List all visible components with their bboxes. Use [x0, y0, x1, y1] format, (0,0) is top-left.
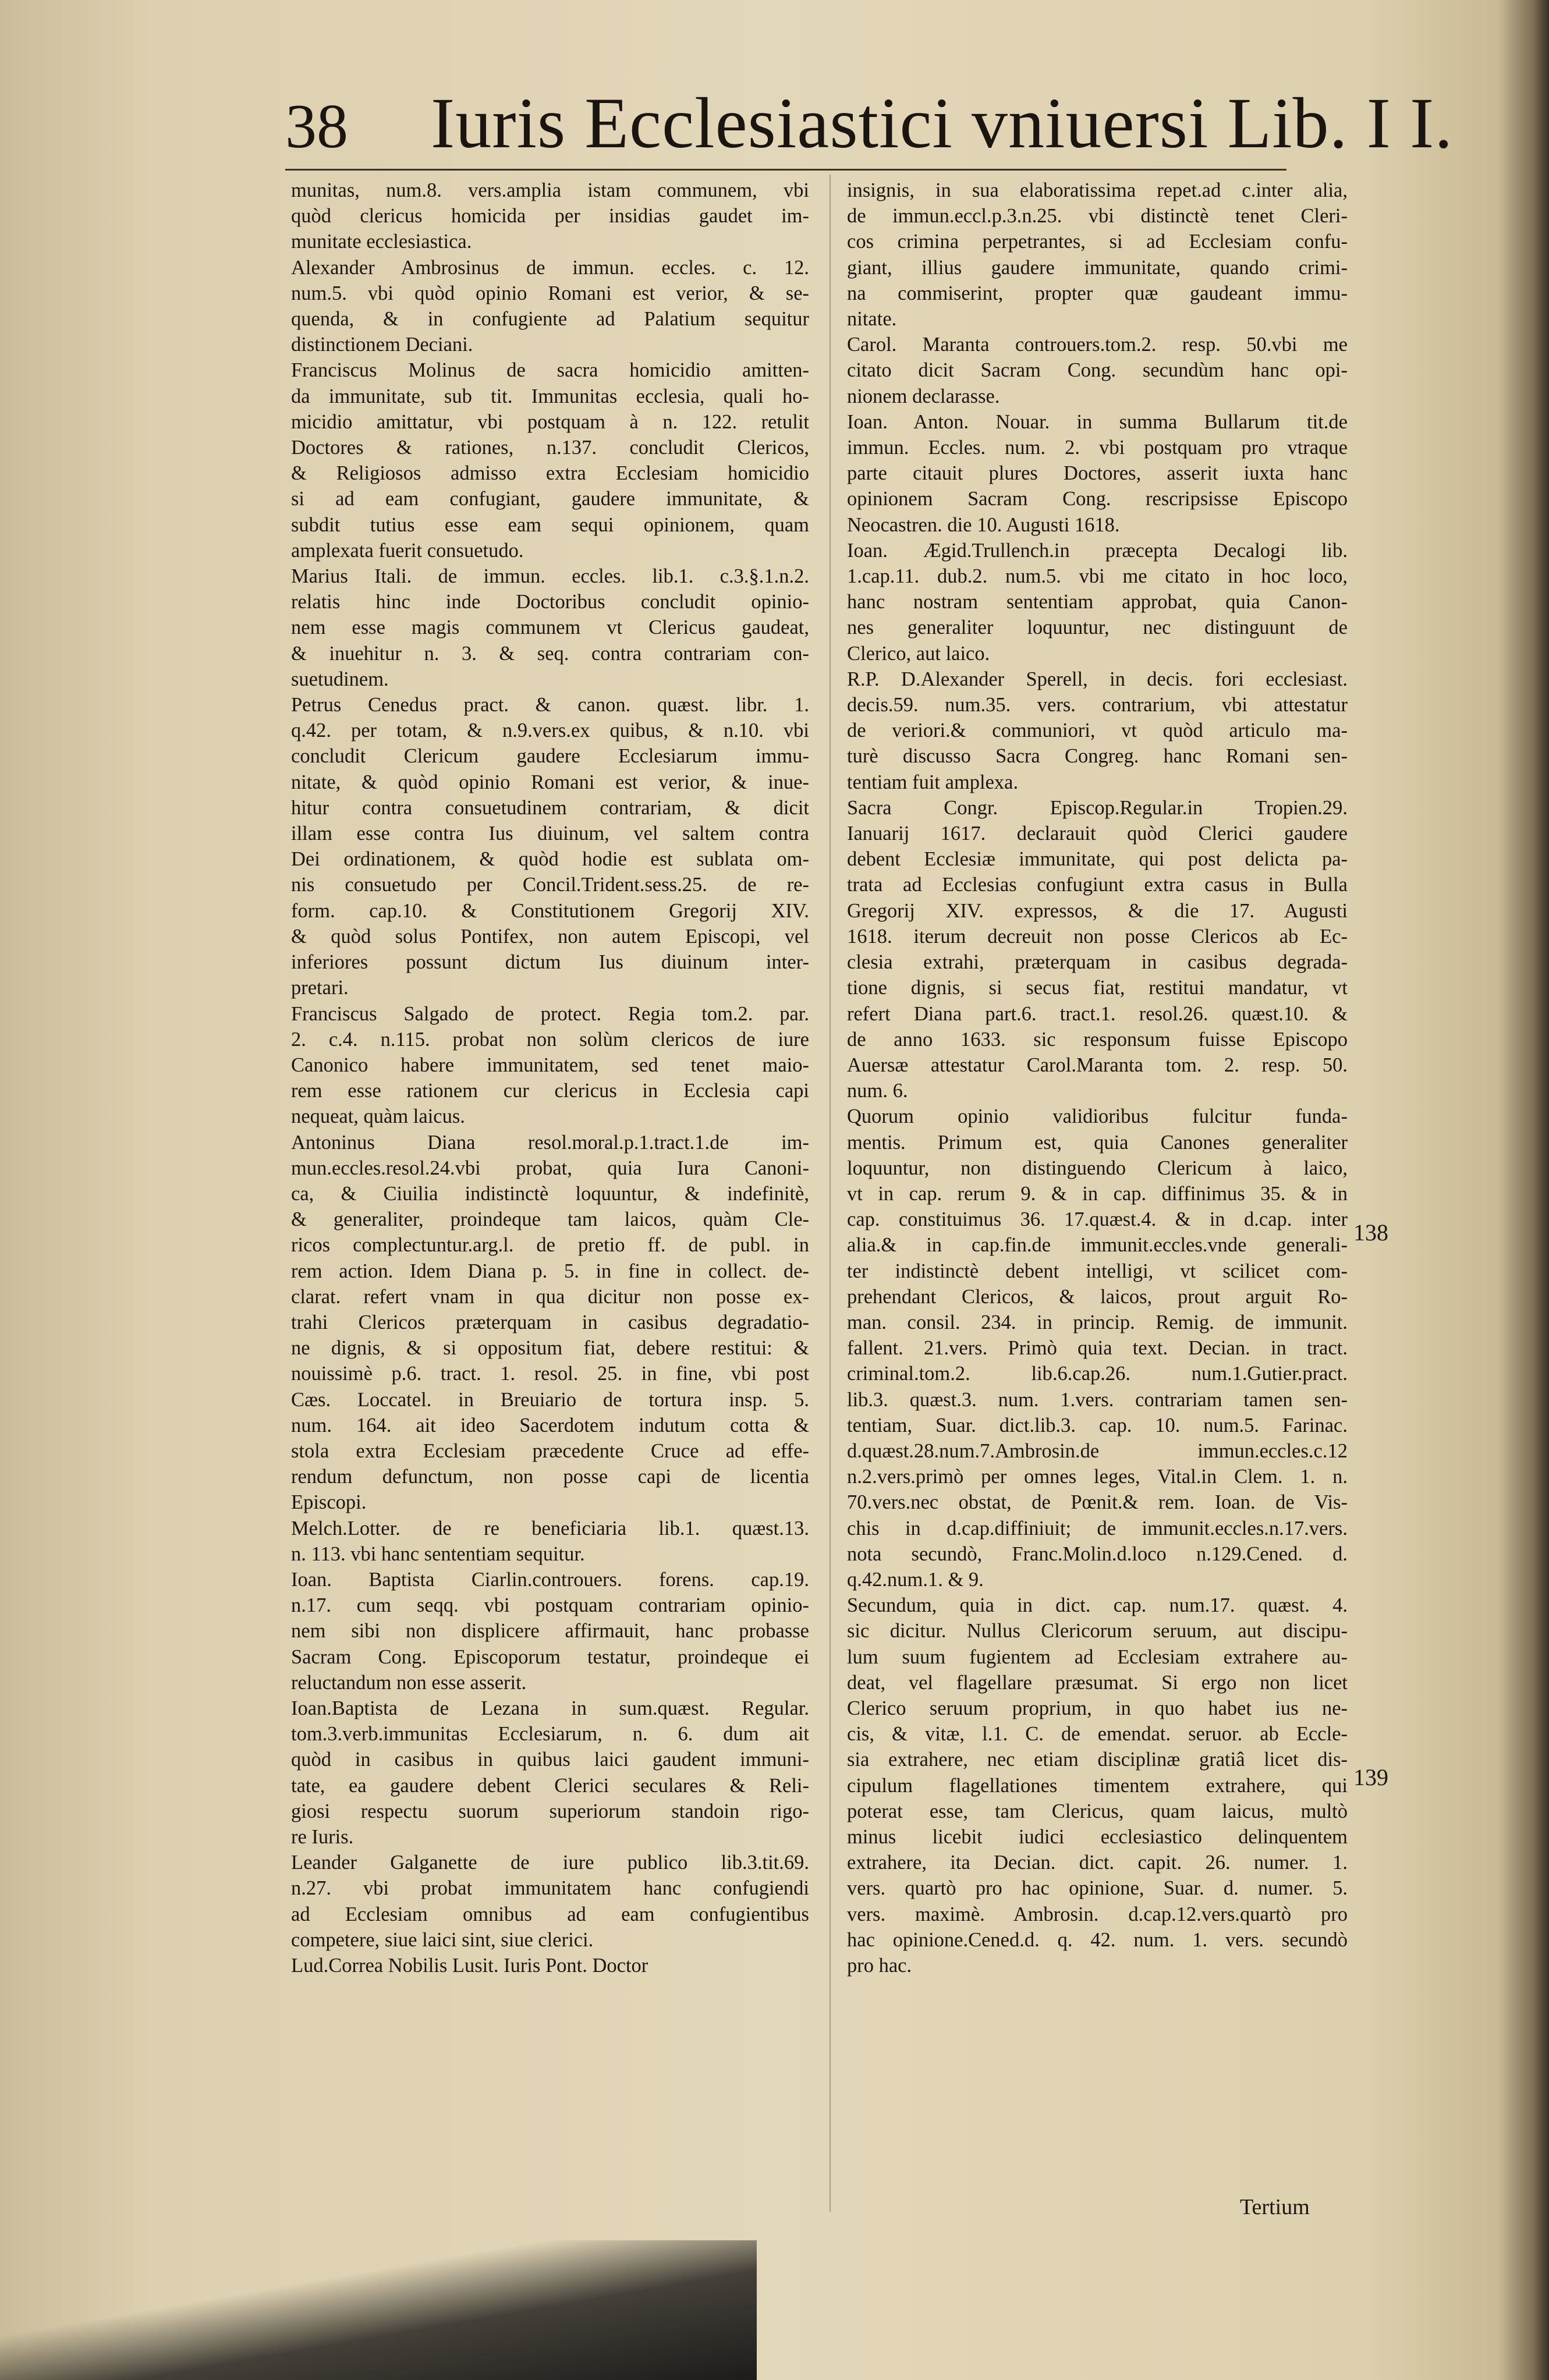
text-line: decis.59. num.35. vers. contrarium, vbi attestatur: [847, 694, 1348, 717]
text-line: Canonico habere immunitatem, sed tenet maio-: [291, 1054, 809, 1076]
text-line: Secundum, quia in dict. cap. num.17. quæst. 4.: [847, 1594, 1348, 1617]
margin-number: 138: [1353, 1219, 1388, 1246]
text-line: fallent. 21.vers. Primò quia text. Decian. in tract.: [847, 1337, 1348, 1360]
text-line: num. 6.: [847, 1080, 908, 1102]
text-line: & generaliter, proindeque tam laicos, quàm Cle-: [291, 1208, 809, 1231]
text-line: clesia extrahi, præterquam in casibus degrada-: [847, 951, 1348, 974]
text-line: trata ad Ecclesias confugiunt extra casus in Bulla: [847, 874, 1348, 896]
page-corner-shadow: [0, 2240, 757, 2380]
page-header: [285, 83, 1454, 169]
text-line: ne dignis, & si oppositum fiat, debere restitui: &: [291, 1337, 809, 1360]
text-line: nequeat, quàm laicus.: [291, 1105, 465, 1128]
text-line: subdit tutius esse eam sequi opinionem, quam: [291, 513, 809, 536]
text-line: Doctores & rationes, n.137. concludit Clericos,: [291, 437, 809, 459]
text-line: opinionem Sacram Cong. rescripsisse Episcopo: [847, 488, 1348, 510]
text-line: Cæs. Loccatel. in Breuiario de tortura insp. 5.: [291, 1388, 809, 1411]
text-line: prehendant Clericos, & laicos, prout arguit Ro-: [847, 1285, 1348, 1308]
text-line: Ianuarij 1617. declarauit quòd Clerici gaudere: [847, 822, 1348, 845]
text-line: immun. Eccles. num. 2. vbi postquam pro vtraque: [847, 437, 1348, 459]
text-line: Melch.Lotter. de re beneficiaria lib.1. quæst.13.: [291, 1517, 809, 1540]
text-line: form. cap.10. & Constitutionem Gregorij XIV.: [291, 899, 809, 922]
text-line: giant, illius gaudere immunitate, quando crimi-: [847, 256, 1348, 279]
text-line: nem sibi non displicere affirmauit, hanc probasse: [291, 1620, 809, 1643]
text-line: refert Diana part.6. tract.1. resol.26. quæst.10. &: [847, 1002, 1348, 1025]
text-line: man. consil. 234. in princip. Remig. de immunit.: [847, 1311, 1348, 1333]
gutter-shadow: [1497, 0, 1549, 2380]
left-column: [291, 178, 809, 1978]
text-line: alia.& in cap.fin.de immunit.eccles.vnde generali-: [847, 1234, 1348, 1257]
text-line: 1618. iterum decreuit non posse Clericos ab Ec-: [847, 925, 1348, 948]
text-line: & inuehitur n. 3. & seq. contra contrariam con-: [291, 642, 809, 665]
text-line: mentis. Primum est, quia Canones generaliter: [847, 1131, 1348, 1154]
text-line: na commiserint, propter quæ gaudeant immu-: [847, 282, 1348, 304]
text-line: Ioan. Baptista Ciarlin.controuers. forens. cap.19.: [291, 1568, 809, 1591]
text-line: rem action. Idem Diana p. 5. in fine in collect. de-: [291, 1260, 809, 1282]
text-line: q.42.num.1. & 9.: [847, 1568, 984, 1591]
text-line: ter indistinctè debent intelligi, vt scilicet com-: [847, 1260, 1348, 1282]
text-line: d.quæst.28.num.7.Ambrosin.de immun.eccles.c.12: [847, 1439, 1348, 1462]
text-line: giosi respectu suorum superiorum standoin rigo-: [291, 1800, 809, 1822]
text-line: rem esse rationem cur clericus in Ecclesia capi: [291, 1080, 809, 1102]
text-line: 1.cap.11. dub.2. num.5. vbi me citato in hoc loco,: [847, 565, 1348, 588]
text-line: Franciscus Molinus de sacra homicidio amitten-: [291, 359, 809, 382]
text-line: inferiores possunt dictum Ius diuinum inter-: [291, 951, 809, 974]
text-line: relatis hinc inde Doctoribus concludit opinio-: [291, 591, 809, 613]
text-line: illam esse contra Ius diuinum, vel saltem contra: [291, 822, 809, 845]
text-line: hanc nostram sententiam approbat, quia Canon-: [847, 591, 1348, 613]
text-line: Gregorij XIV. expressos, & die 17. Augusti: [847, 899, 1348, 922]
text-line: Ioan. Ægid.Trullench.in præcepta Decalogi lib.: [847, 539, 1348, 562]
column-divider: [830, 175, 831, 2212]
text-line: quenda, & in confugiente ad Palatium sequitur: [291, 308, 809, 331]
text-line: ca, & Ciuilia indistinctè loquuntur, & indefinitè,: [291, 1182, 809, 1205]
text-line: tom.3.verb.immunitas Ecclesiarum, n. 6. dum ait: [291, 1723, 809, 1746]
text-line: n.2.vers.primò per omnes leges, Vital.in Clem. 1. n.: [847, 1466, 1348, 1488]
text-line: cipulum flagellationes timentem extrahere, qui: [847, 1774, 1348, 1797]
text-line: vers. quartò pro hac opinione, Suar. d. numer. 5.: [847, 1877, 1348, 1900]
text-line: nota secundò, Franc.Molin.d.loco n.129.Cened. d.: [847, 1542, 1348, 1565]
text-line: munitas, num.8. vers.amplia istam communem, vbi: [291, 179, 809, 201]
text-line: nitate, & quòd opinio Romani est verior, & inue-: [291, 771, 809, 793]
text-line: Ioan. Anton. Nouar. in summa Bullarum tit.de: [847, 410, 1348, 433]
text-line: vt in cap. rerum 9. & in cap. diffinimus 35. & in: [847, 1182, 1348, 1205]
text-line: Sacra Congr. Episcop.Regular.in Tropien.29.: [847, 796, 1348, 819]
text-line: nouissimè p.6. tract. 1. resol. 25. in fine, vbi post: [291, 1363, 809, 1385]
text-line: mun.eccles.resol.24.vbi probat, quia Iura Canoni-: [291, 1157, 809, 1179]
text-line: Dei ordinationem, & quòd hodie est sublata om-: [291, 848, 809, 871]
text-line: Sacram Cong. Episcoporum testatur, proindeque ei: [291, 1645, 809, 1668]
text-line: micidio amittatur, vbi postquam à n. 122. retulit: [291, 410, 809, 433]
text-line: de veriori.& communiori, vt quòd articulo ma-: [847, 719, 1348, 742]
text-line: vers. maximè. Ambrosin. d.cap.12.vers.quartò pro: [847, 1903, 1348, 1925]
text-line: stola extra Ecclesiam præcedente Cruce ad effe-: [291, 1439, 809, 1462]
catchword: Tertium: [1240, 2195, 1310, 2219]
text-line: q.42. per totam, & n.9.vers.ex quibus, & n.10. vbi: [291, 719, 809, 742]
text-line: cis, & vitæ, l.1. C. de emendat. seruor. ab Eccle-: [847, 1723, 1348, 1746]
text-line: nis consuetudo per Concil.Trident.sess.25. de re-: [291, 874, 809, 896]
text-line: nitate.: [847, 308, 897, 331]
text-line: num. 164. ait ideo Sacerdotem indutum cotta &: [291, 1414, 809, 1436]
text-line: tione dignis, si secus fiat, restitui mandatur, vt: [847, 977, 1348, 999]
running-title: Iuris Ecclesiastici vniuersi Lib. I I.: [431, 83, 1454, 163]
text-line: quòd clericus homicida per insidias gaudet im-: [291, 205, 809, 228]
header-rule: [285, 169, 1286, 171]
text-line: Carol. Maranta controuers.tom.2. resp. 50.vbi me: [847, 334, 1348, 356]
text-line: clarat. refert vnam in qua dicitur non posse ex-: [291, 1285, 809, 1308]
text-line: R.P. D.Alexander Sperell, in decis. fori ecclesiast.: [847, 668, 1348, 690]
text-line: citato dicit Sacram Cong. secundùm hanc opi-: [847, 359, 1348, 382]
text-line: extrahere, ita Decian. dict. capit. 26. numer. 1.: [847, 1851, 1348, 1874]
text-line: quòd in casibus in quibus laici gaudent immuni-: [291, 1748, 809, 1771]
text-line: n. 113. vbi hanc sententiam sequitur.: [291, 1542, 585, 1565]
text-line: 2. c.4. n.115. probat non solùm clericos de iure: [291, 1028, 809, 1051]
text-line: hitur contra consuetudinem contrariam, & dicit: [291, 796, 809, 819]
text-line: reluctandum non esse asserit.: [291, 1671, 527, 1694]
text-line: minus licebit iudici ecclesiastico delinquentem: [847, 1826, 1348, 1848]
text-line: Petrus Cenedus pract. & canon. quæst. libr. 1.: [291, 694, 809, 717]
text-line: distinctionem Deciani.: [291, 334, 473, 356]
text-line: 70.vers.nec obstat, de Pœnit.& rem. Ioan. de Vis-: [847, 1491, 1348, 1514]
text-line: tentiam, Suar. dict.lib.3. cap. 10. num.5. Farinac.: [847, 1414, 1348, 1436]
text-line: nes generaliter loquuntur, nec distinguunt de: [847, 616, 1348, 639]
text-line: Franciscus Salgado de protect. Regia tom.2. par.: [291, 1002, 809, 1025]
text-line: da immunitate, sub tit. Immunitas ecclesia, quali ho-: [291, 385, 809, 407]
text-line: Clerico seruum proprium, in quo habet ius ne-: [847, 1697, 1348, 1719]
text-line: Lud.Correa Nobilis Lusit. Iuris Pont. Doctor: [291, 1955, 648, 1977]
text-line: tate, ea gaudere debent Clerici seculares & Reli-: [291, 1774, 809, 1797]
text-line: lib.3. quæst.3. num. 1.vers. contrariam tamen sen-: [847, 1388, 1348, 1411]
text-line: Leander Galganette de iure publico lib.3.tit.69.: [291, 1851, 809, 1874]
text-line: n.27. vbi probat immunitatem hanc confugiendi: [291, 1877, 809, 1900]
text-line: Marius Itali. de immun. eccles. lib.1. c.3.§.1.n.2.: [291, 565, 809, 588]
text-line: si ad eam confugiant, gaudere immunitate, &: [291, 488, 809, 510]
text-line: trahi Clericos præterquam in casibus degradatio-: [291, 1311, 809, 1333]
text-line: chis in d.cap.diffiniuit; de immunit.eccles.n.17.vers.: [847, 1517, 1348, 1540]
text-line: hac opinione.Cened.d. q. 42. num. 1. vers. secundò: [847, 1928, 1348, 1951]
text-line: munitate ecclesiastica.: [291, 230, 472, 253]
text-line: parte citauit plures Doctores, asserit iuxta hanc: [847, 462, 1348, 485]
text-line: lum suum fugientem ad Ecclesiam extrahere au-: [847, 1645, 1348, 1668]
text-line: de immun.eccl.p.3.n.25. vbi distinctè tenet Cleri-: [847, 205, 1348, 228]
text-line: nionem declarasse.: [847, 385, 1000, 407]
text-line: Antoninus Diana resol.moral.p.1.tract.1.de im-: [291, 1131, 809, 1154]
margin-number: 139: [1353, 1764, 1388, 1790]
text-line: Alexander Ambrosinus de immun. eccles. c. 12.: [291, 256, 809, 279]
text-line: turè discusso Sacra Congreg. hanc Romani sen-: [847, 745, 1348, 768]
text-line: n.17. cum seqq. vbi postquam contrariam opinio-: [291, 1594, 809, 1617]
text-line: criminal.tom.2. lib.6.cap.26. num.1.Gutier.pract.: [847, 1363, 1348, 1385]
text-line: cap. constituimus 36. 17.quæst.4. & in d.cap. inter: [847, 1208, 1348, 1231]
text-line: Neocastren. die 10. Augusti 1618.: [847, 513, 1120, 536]
text-line: num.5. vbi quòd opinio Romani est verior, & se-: [291, 282, 809, 304]
text-line: loquuntur, non distinguendo Clericum à laico,: [847, 1157, 1348, 1179]
right-column: [847, 178, 1348, 1978]
text-line: rendum defunctum, non posse capi de licentia: [291, 1466, 809, 1488]
text-line: Quorum opinio validioribus fulcitur funda-: [847, 1105, 1348, 1128]
text-line: sia extrahere, nec etiam disciplinæ gratiâ licet dis-: [847, 1748, 1348, 1771]
text-line: insignis, in sua elaboratissima repet.ad c.inter alia,: [847, 179, 1348, 201]
text-line: tentiam fuit amplexa.: [847, 771, 1019, 793]
text-line: nem esse magis communem vt Clericus gaudeat,: [291, 616, 809, 639]
text-line: competere, siue laici sint, siue clerici.: [291, 1928, 594, 1951]
text-line: debent Ecclesiæ immunitate, qui post delicta pa-: [847, 848, 1348, 871]
text-line: cos crimina perpetrantes, si ad Ecclesiam confu-: [847, 230, 1348, 253]
text-line: Episcopi.: [291, 1491, 367, 1514]
text-line: & quòd solus Pontifex, non autem Episcopi, vel: [291, 925, 809, 948]
text-line: Auersæ attestatur Carol.Maranta tom. 2. resp. 50.: [847, 1054, 1348, 1076]
text-line: re Iuris.: [291, 1826, 354, 1848]
text-line: ricos complectuntur.arg.l. de pretio ff. de publ. in: [291, 1234, 809, 1257]
text-line: pro hac.: [847, 1955, 912, 1977]
text-line: concludit Clericum gaudere Ecclesiarum immu-: [291, 745, 809, 768]
text-line: & Religiosos admisso extra Ecclesiam homicidio: [291, 462, 809, 485]
text-line: poterat esse, tam Clericus, quam laicus, multò: [847, 1800, 1348, 1822]
text-line: ad Ecclesiam omnibus ad eam confugientibus: [291, 1903, 809, 1925]
text-line: Clerico, aut laico.: [847, 642, 990, 665]
text-line: pretari.: [291, 977, 349, 999]
page-number: 38: [285, 92, 348, 161]
text-line: Ioan.Baptista de Lezana in sum.quæst. Regular.: [291, 1697, 809, 1719]
text-line: suetudinem.: [291, 668, 389, 690]
text-line: sic dicitur. Nullus Clericorum seruum, aut discipu-: [847, 1620, 1348, 1643]
text-line: de anno 1633. sic responsum fuisse Episcopo: [847, 1028, 1348, 1051]
text-line: deat, vel flagellare præsumat. Si ergo non licet: [847, 1671, 1348, 1694]
text-line: amplexata fuerit consuetudo.: [291, 539, 524, 562]
